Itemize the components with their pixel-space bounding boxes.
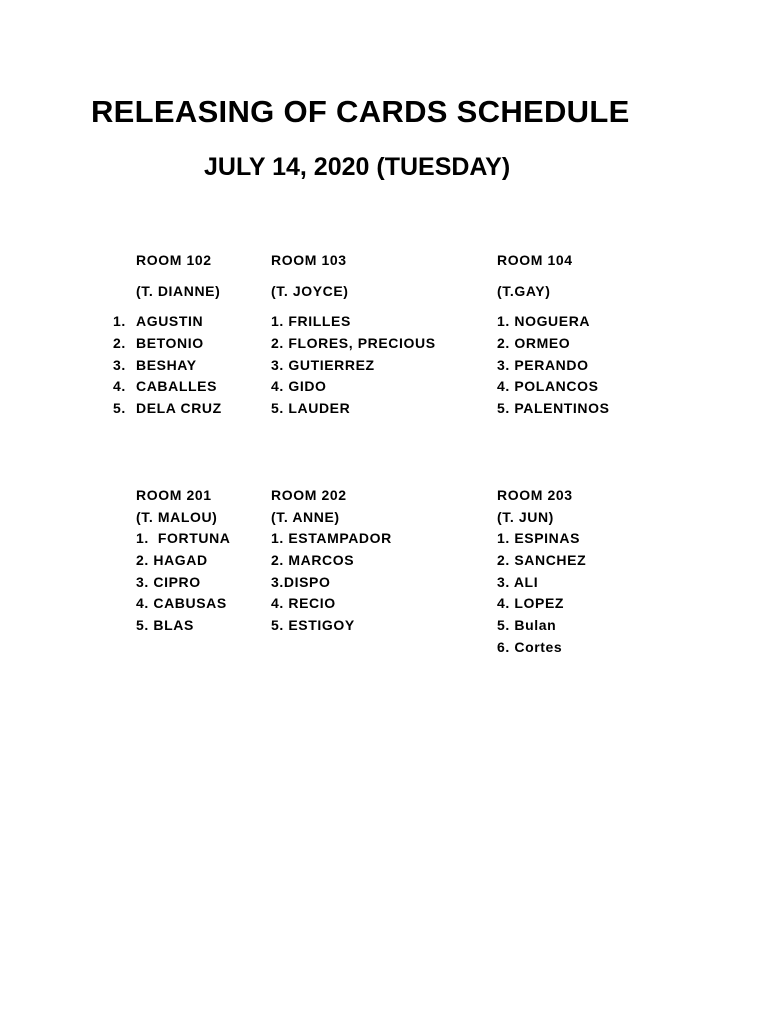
- list-item: 1. ESTAMPADOR: [271, 530, 392, 547]
- teacher-name: (T. DIANNE): [136, 282, 221, 299]
- list-item: 3. CIPRO: [136, 573, 201, 590]
- list-item: 3. GUTIERREZ: [271, 356, 375, 373]
- list-item: 1. NOGUERA: [497, 313, 591, 330]
- room-label: ROOM 202: [271, 487, 347, 503]
- teacher-name: (T. JOYCE): [271, 282, 349, 299]
- room-label: ROOM 203: [497, 487, 573, 503]
- student-name: BESHAY: [136, 356, 197, 373]
- list-item: 2. ORMEO: [497, 335, 571, 352]
- list-item: [113, 398, 222, 420]
- list-number: 4.: [113, 378, 126, 395]
- list-item: 2. SANCHEZ: [497, 552, 587, 569]
- room-201-column: [136, 485, 231, 637]
- list-item: 5. BLAS: [136, 617, 194, 634]
- list-item: 5. PALENTINOS: [497, 400, 610, 417]
- list-item: 5. ESTIGOY: [271, 617, 355, 634]
- list-number: 1.: [113, 313, 126, 330]
- room-label: ROOM 104: [497, 252, 573, 268]
- list-item: 5. Bulan: [497, 617, 557, 634]
- room-label: ROOM 201: [136, 487, 212, 503]
- student-name: DELA CRUZ: [136, 400, 222, 417]
- list-item: 1. ESPINAS: [497, 530, 581, 547]
- room-203-column: [497, 485, 586, 659]
- room-104-column: [497, 250, 610, 420]
- list-item: 5. LAUDER: [271, 400, 351, 417]
- list-item: 3.DISPO: [271, 573, 331, 590]
- list-item: [113, 311, 222, 333]
- list-item: 4. LOPEZ: [497, 595, 565, 612]
- list-item: 2. MARCOS: [271, 552, 355, 569]
- list-item: [113, 333, 222, 355]
- list-item: 1. FORTUNA: [136, 530, 231, 547]
- list-item: 4. POLANCOS: [497, 378, 599, 395]
- list-item: 6. Cortes: [497, 638, 563, 655]
- list-number: 5.: [113, 400, 126, 417]
- teacher-name: (T. JUN): [497, 508, 554, 525]
- list-item: 2. HAGAD: [136, 552, 208, 569]
- teacher-name: (T. ANNE): [271, 508, 340, 525]
- list-number: 3.: [113, 356, 126, 373]
- student-name: CABALLES: [136, 378, 218, 395]
- teacher-name: (T.GAY): [497, 282, 551, 299]
- list-item: 1. FRILLES: [271, 313, 351, 330]
- student-name: BETONIO: [136, 335, 204, 352]
- room-102-column: [113, 250, 222, 420]
- list-item: [113, 355, 222, 377]
- list-item: 3. ALI: [497, 573, 539, 590]
- teacher-name: (T. MALOU): [136, 508, 218, 525]
- list-item: 4. GIDO: [271, 378, 327, 395]
- room-label: ROOM 103: [271, 252, 347, 268]
- list-item: 2. FLORES, PRECIOUS: [271, 335, 436, 352]
- schedule-date: JULY 14, 2020 (TUESDAY): [204, 153, 511, 181]
- list-item: 4. RECIO: [271, 595, 336, 612]
- room-202-column: [271, 485, 392, 637]
- list-item: [113, 376, 222, 398]
- room-label: ROOM 102: [136, 252, 212, 268]
- student-name: AGUSTIN: [136, 313, 204, 330]
- document-title: RELEASING OF CARDS SCHEDULE: [91, 94, 630, 129]
- list-item: 3. PERANDO: [497, 356, 589, 373]
- list-number: 2.: [113, 335, 126, 352]
- room-103-column: [271, 250, 436, 420]
- list-item: 4. CABUSAS: [136, 595, 227, 612]
